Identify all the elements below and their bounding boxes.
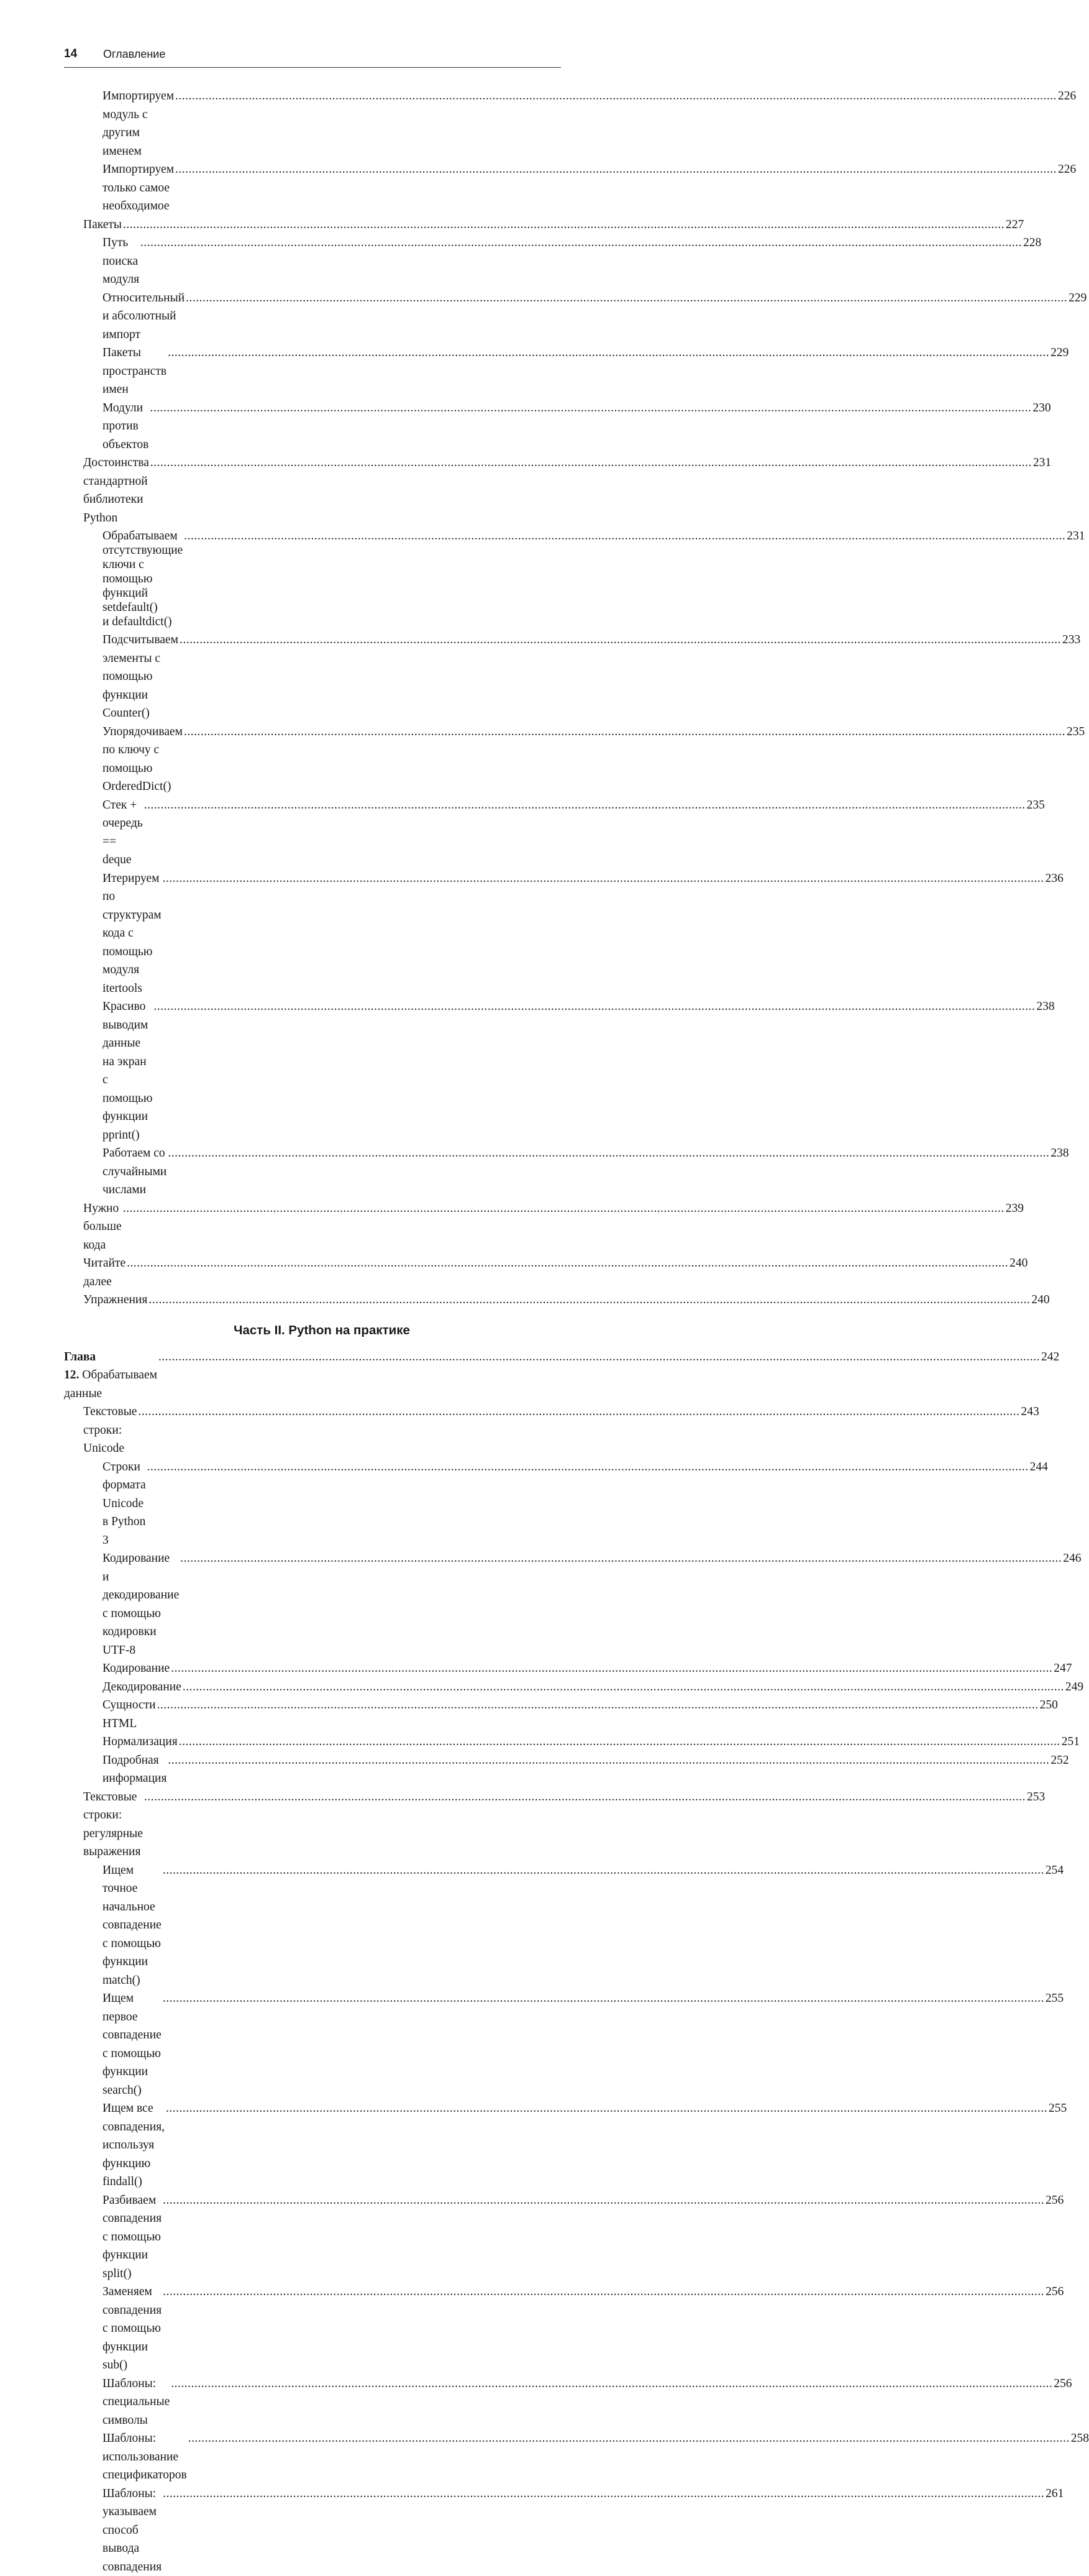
toc-entry-line xyxy=(103,997,1036,1144)
part-title: Часть II. Python на практике xyxy=(64,1323,561,1338)
toc-entry-title xyxy=(103,1733,178,1751)
toc-entry-line xyxy=(103,1458,1030,1550)
toc-page-number: 235 xyxy=(1067,723,1085,741)
toc-entry[interactable] xyxy=(64,1696,561,1733)
toc-entry[interactable] xyxy=(64,1403,561,1458)
dot-leader xyxy=(171,1659,1052,1678)
toc-page-number: 235 xyxy=(1027,796,1045,815)
toc-entry[interactable] xyxy=(64,527,561,631)
dot-leader xyxy=(166,2099,1047,2118)
toc-entry-title xyxy=(83,1788,143,1861)
toc-entry-title xyxy=(103,1144,166,1199)
toc-page-number: 229 xyxy=(1068,289,1087,308)
dot-leader xyxy=(144,1788,1026,1807)
dot-leader xyxy=(168,344,1049,362)
toc-entry-text: Нужно больше кода xyxy=(83,1202,122,1252)
toc-entry-title xyxy=(103,1861,162,1990)
dot-leader xyxy=(180,631,1061,649)
toc-entry-line xyxy=(103,723,1067,796)
toc-entry-text: Читайте далее xyxy=(83,1257,125,1288)
toc-entry[interactable] xyxy=(64,399,561,454)
toc-entry[interactable] xyxy=(64,631,561,723)
toc-entry-title xyxy=(103,344,166,399)
toc-entry-title xyxy=(103,2283,162,2375)
dot-leader xyxy=(188,2429,1070,2448)
toc-entry-line xyxy=(103,399,1032,454)
toc-entry-text: Шаблоны: специальные символы xyxy=(103,2377,170,2427)
toc-entry-line xyxy=(103,529,1067,629)
toc-entry-title xyxy=(103,87,174,160)
toc-entry-line xyxy=(83,216,1006,234)
toc-entry[interactable] xyxy=(64,997,561,1144)
toc-page-number: 256 xyxy=(1046,2191,1064,2210)
toc-entry-text: Работаем со случайными числами xyxy=(103,1147,166,1196)
toc-entry-line xyxy=(103,160,1058,216)
toc-entry-line xyxy=(103,1678,1065,1697)
table-of-contents xyxy=(64,87,561,2576)
toc-entry-title xyxy=(103,869,162,998)
toc-page-number: 255 xyxy=(1046,1989,1064,2008)
toc-entry-line xyxy=(103,2099,1049,2191)
toc-entry-text: Шаблоны: указываем способ вывода совпадения xyxy=(103,2487,162,2574)
toc-entry-title-line: Обрабатываем отсутствующие ключи с помощью функций setdefault() xyxy=(103,529,183,614)
toc-entry-text: Заменяем совпадения с помощью функции sub() xyxy=(103,2285,162,2372)
toc-entry[interactable] xyxy=(64,2191,561,2283)
toc-entry-line xyxy=(83,1199,1006,1255)
toc-entry-title xyxy=(103,631,178,723)
toc-entry[interactable] xyxy=(64,2485,561,2576)
toc-entry-line xyxy=(103,344,1050,399)
dot-leader xyxy=(184,529,1065,543)
toc-entry-line xyxy=(103,1861,1046,1990)
dot-leader xyxy=(123,1199,1005,1218)
toc-entry-title xyxy=(103,289,185,344)
toc-entry-text: Нормализация xyxy=(103,1735,178,1748)
dot-leader xyxy=(179,1733,1060,1751)
toc-page-number: 252 xyxy=(1050,1751,1068,1770)
toc-entry[interactable] xyxy=(64,87,561,160)
toc-page-number: 242 xyxy=(1041,1348,1059,1367)
toc-entry-text: Упражнения xyxy=(83,1293,147,1306)
toc-page-number: 249 xyxy=(1065,1678,1083,1697)
toc-page-number: 238 xyxy=(1036,997,1054,1016)
dot-leader xyxy=(163,1989,1044,2008)
toc-entry[interactable] xyxy=(64,1199,561,1255)
toc-page-number: 258 xyxy=(1071,2429,1089,2448)
toc-page-number: 256 xyxy=(1046,2283,1064,2301)
toc-page-number: 236 xyxy=(1046,869,1064,888)
toc-page-number: 233 xyxy=(1062,631,1080,649)
toc-entry-title xyxy=(83,216,122,234)
toc-entry-line xyxy=(103,2283,1046,2375)
dot-leader xyxy=(158,1348,1040,1367)
toc-entry[interactable] xyxy=(64,289,561,344)
toc-entry-title xyxy=(83,1254,125,1291)
toc-entry[interactable] xyxy=(64,1348,561,1403)
dot-leader xyxy=(138,1403,1019,1421)
toc-entry-line xyxy=(103,1696,1040,1733)
toc-page-number: 240 xyxy=(1031,1291,1049,1309)
toc-entry-text: Кодирование xyxy=(103,1662,170,1675)
toc-entry-line xyxy=(103,1733,1062,1751)
toc-entry[interactable] xyxy=(64,723,561,796)
toc-page-number: 254 xyxy=(1046,1861,1064,1880)
toc-entry[interactable] xyxy=(64,1144,561,1199)
dot-leader xyxy=(147,1458,1029,1477)
toc-entry-title xyxy=(103,1751,166,1788)
toc-entry-text: Красиво выводим данные на экран с помощью функции pprint() xyxy=(103,1000,152,1142)
toc-entry[interactable] xyxy=(64,1458,561,1550)
running-title: Оглавление xyxy=(103,48,165,61)
toc-entry-line xyxy=(103,2485,1046,2576)
dot-leader xyxy=(150,399,1031,418)
dot-leader xyxy=(140,234,1022,252)
toc-entry-text: Пакеты пространств имен xyxy=(103,346,166,396)
dot-leader xyxy=(153,997,1035,1016)
toc-entry-line xyxy=(103,631,1062,723)
toc-entry-title xyxy=(103,997,152,1144)
toc-entry-title xyxy=(83,454,149,527)
toc-entry[interactable] xyxy=(64,2283,561,2375)
toc-entry-line xyxy=(83,454,1033,527)
dot-leader xyxy=(163,2191,1044,2210)
toc-entry[interactable] xyxy=(64,1751,561,1788)
dot-leader xyxy=(175,87,1057,106)
toc-entry-line xyxy=(103,289,1068,344)
toc-entry[interactable] xyxy=(64,2099,561,2191)
toc-entry[interactable] xyxy=(64,1254,561,1291)
toc-entry-text: Ищем первое совпадение с помощью функции search() xyxy=(103,1992,162,2097)
toc-entry-line xyxy=(103,1659,1054,1678)
dot-leader xyxy=(168,1144,1049,1163)
toc-entry[interactable] xyxy=(64,216,561,234)
toc-page-number: 240 xyxy=(1009,1254,1027,1273)
toc-entry-line xyxy=(103,234,1023,289)
dot-leader xyxy=(186,289,1067,308)
toc-entry-title xyxy=(103,1989,162,2099)
toc-page-number: 227 xyxy=(1006,216,1024,234)
toc-entry-text: Декодирование xyxy=(103,1680,181,1694)
dot-leader xyxy=(150,454,1032,472)
dot-leader xyxy=(163,869,1044,888)
toc-entry-text: Ищем все совпадения, используя функцию findall() xyxy=(103,2102,165,2188)
toc-entry-title xyxy=(103,796,143,869)
toc-entry[interactable] xyxy=(64,2375,561,2430)
toc-entry-text: Импортируем модуль с другим именем xyxy=(103,89,174,158)
toc-entry-line xyxy=(103,1549,1063,1659)
toc-entry-text: Обрабатываем данные xyxy=(64,1368,157,1400)
toc-entry-text: Пакеты xyxy=(83,218,122,231)
toc-entry[interactable] xyxy=(64,344,561,399)
toc-entry-line xyxy=(103,2429,1071,2485)
toc-entry-text: Путь поиска модуля xyxy=(103,236,139,286)
toc-entry[interactable] xyxy=(64,1733,561,1751)
toc-page-number: 228 xyxy=(1023,234,1041,252)
toc-entry-title xyxy=(103,529,183,629)
toc-entry[interactable] xyxy=(64,1678,561,1697)
toc-entry-line xyxy=(83,1403,1021,1458)
toc-entry[interactable] xyxy=(64,1291,561,1309)
toc-page-number: 250 xyxy=(1040,1696,1058,1715)
toc-entry-title xyxy=(103,1659,170,1678)
toc-entry-text: Импортируем только самое необходимое xyxy=(103,163,174,213)
toc-page-number: 255 xyxy=(1049,2099,1067,2118)
toc-page-number: 226 xyxy=(1058,87,1076,106)
dot-leader xyxy=(157,1696,1039,1715)
dot-leader xyxy=(148,1291,1030,1309)
toc-entry-text: Строки формата Unicode в Python 3 xyxy=(103,1460,146,1547)
toc-page-number: 244 xyxy=(1030,1458,1048,1477)
toc-entry-title xyxy=(103,2191,162,2283)
toc-entry-text: Достоинства стандартной библиотеки Python xyxy=(83,456,149,525)
dot-leader xyxy=(171,2375,1052,2393)
toc-entry-title xyxy=(103,399,148,454)
toc-entry-text: Подробная информация xyxy=(103,1754,166,1785)
toc-entry-title xyxy=(103,1678,181,1697)
toc-entry-title xyxy=(103,1696,156,1733)
toc-page-number: 251 xyxy=(1062,1733,1080,1751)
toc-entry[interactable] xyxy=(64,234,561,289)
toc-page-number: 261 xyxy=(1046,2485,1064,2503)
toc-entry-line xyxy=(83,1291,1031,1309)
toc-entry-line xyxy=(83,1788,1027,1861)
toc-entry-text: и defaultdict() xyxy=(103,615,172,628)
toc-entry-text: Шаблоны: использование спецификаторов xyxy=(103,2432,187,2482)
toc-entry-title xyxy=(103,723,183,796)
toc-entry-text: Текстовые строки: Unicode xyxy=(83,1405,137,1455)
toc-entry-text: Итерируем по структурам кода с помощью модуля itertools xyxy=(103,872,162,995)
toc-entry-title xyxy=(103,2429,187,2485)
toc-entry-title xyxy=(103,234,139,289)
toc-page-number: 226 xyxy=(1058,160,1076,179)
toc-page-number: 239 xyxy=(1006,1199,1024,1218)
toc-page-number: 247 xyxy=(1054,1659,1072,1678)
toc-entry-line xyxy=(103,87,1058,160)
toc-entry-line xyxy=(83,1254,1009,1291)
toc-entry-line xyxy=(103,1751,1050,1788)
dot-leader xyxy=(163,2485,1044,2503)
toc-entry-text: Текстовые строки: регулярные выражения xyxy=(83,1790,143,1859)
toc-entry-text: Стек + очередь == deque xyxy=(103,799,143,867)
toc-page-number: 229 xyxy=(1050,344,1068,362)
dot-leader xyxy=(163,2283,1044,2301)
dot-leader xyxy=(163,1861,1044,1880)
toc-entry-line xyxy=(103,2375,1054,2430)
toc-entry-title xyxy=(103,1549,179,1659)
toc-page-number: 231 xyxy=(1033,454,1051,472)
toc-entry-title xyxy=(83,1199,122,1255)
toc-entry-text: Разбиваем совпадения с помощью функции split() xyxy=(103,2194,162,2280)
dot-leader xyxy=(184,723,1065,741)
toc-page-number: 246 xyxy=(1063,1549,1081,1568)
toc-entry-text: Кодирование и декодирование с помощью кодировки UTF-8 xyxy=(103,1552,179,1657)
toc-entry-text: Подсчитываем элементы с помощью функции Counter() xyxy=(103,633,178,720)
toc-page-number: 256 xyxy=(1054,2375,1072,2393)
toc-entry-line xyxy=(64,1348,1041,1403)
toc-entry-title xyxy=(103,1458,146,1550)
toc-page-number: 230 xyxy=(1032,399,1050,418)
toc-page-number: 231 xyxy=(1067,529,1085,543)
toc-entry-title xyxy=(103,2375,170,2430)
toc-entry-line xyxy=(103,869,1046,998)
toc-entry[interactable] xyxy=(64,1861,561,1990)
toc-entry[interactable] xyxy=(64,160,561,216)
toc-entry[interactable] xyxy=(64,454,561,527)
toc-entry-text: Ищем точное начальное совпадение с помощью функции match() xyxy=(103,1864,162,1987)
toc-entry-text: Упорядочиваем по ключу с помощью OrderedDict() xyxy=(103,725,183,794)
toc-entry-line xyxy=(103,2191,1046,2283)
toc-entry-title xyxy=(64,1348,157,1403)
toc-entry[interactable] xyxy=(64,2429,561,2485)
toc-entry[interactable] xyxy=(64,869,561,998)
toc-entry[interactable] xyxy=(64,1788,561,1861)
toc-page-number: 253 xyxy=(1027,1788,1045,1807)
toc-entry-title xyxy=(83,1403,137,1458)
toc-page-number: 243 xyxy=(1021,1403,1039,1421)
dot-leader xyxy=(123,216,1005,234)
toc-entry-text: Относительный и абсолютный импорт xyxy=(103,291,185,341)
toc-entry-text: Модули против объектов xyxy=(103,401,148,451)
dot-leader xyxy=(183,1678,1064,1697)
page-header xyxy=(64,47,561,68)
toc-entry[interactable] xyxy=(64,796,561,869)
dot-leader xyxy=(127,1254,1008,1273)
dot-leader xyxy=(144,796,1026,815)
toc-entry-title xyxy=(103,2099,165,2191)
toc-entry[interactable] xyxy=(64,1989,561,2099)
toc-entry-line xyxy=(103,1989,1046,2099)
toc-entry-text: Сущности HTML xyxy=(103,1698,156,1730)
dot-leader xyxy=(180,1549,1062,1568)
toc-entry-title xyxy=(103,2485,162,2576)
dot-leader xyxy=(175,160,1057,179)
toc-entry[interactable] xyxy=(64,1659,561,1678)
toc-entry-title xyxy=(83,1291,147,1309)
chapter-label: Глава 12. xyxy=(64,1350,96,1382)
dot-leader xyxy=(168,1751,1049,1770)
toc-entry-title xyxy=(103,160,174,216)
toc-page-number: 238 xyxy=(1050,1144,1068,1163)
toc-entry-line xyxy=(103,796,1027,869)
toc-entry[interactable] xyxy=(64,1549,561,1659)
page-number: 14 xyxy=(64,47,77,61)
toc-entry-line xyxy=(103,1144,1050,1199)
